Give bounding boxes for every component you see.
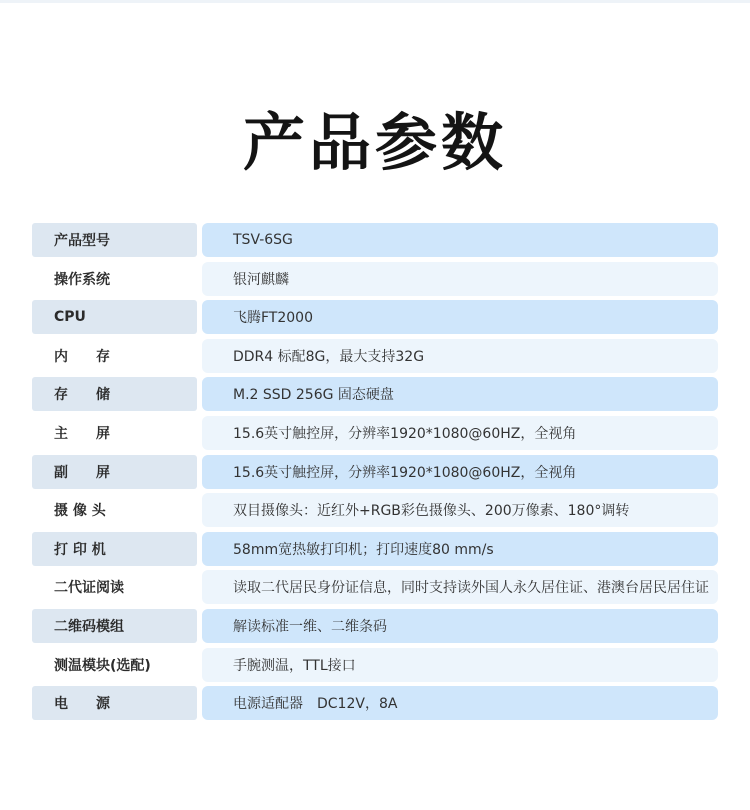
spec-value: 电源适配器 DC12V，8A xyxy=(202,686,718,720)
spec-row-model xyxy=(32,223,718,257)
spec-row-printer xyxy=(32,532,718,566)
spec-label: 打 印 机 xyxy=(32,532,197,566)
spec-value: M.2 SSD 256G 固态硬盘 xyxy=(202,377,718,411)
spec-row-cpu xyxy=(32,300,718,334)
spec-table xyxy=(32,223,718,725)
spec-row-sub-screen xyxy=(32,455,718,489)
spec-row-storage xyxy=(32,377,718,411)
spec-row-power xyxy=(32,686,718,720)
spec-row-id-reader xyxy=(32,570,718,604)
spec-row-main-screen xyxy=(32,416,718,450)
page-title: 产品参数 xyxy=(242,106,507,179)
spec-row-qr-module xyxy=(32,609,718,643)
spec-label: 测温模块(选配) xyxy=(32,648,197,682)
spec-value: TSV-6SG xyxy=(202,223,718,257)
spec-label: 存 储 xyxy=(32,377,197,411)
spec-value: 手腕测温，TTL接口 xyxy=(202,648,718,682)
spec-row-camera xyxy=(32,493,718,527)
spec-label: 产品型号 xyxy=(32,223,197,257)
spec-value: 飞腾FT2000 xyxy=(202,300,718,334)
spec-row-os xyxy=(32,262,718,296)
spec-label: 主 屏 xyxy=(32,416,197,450)
spec-value: 双目摄像头：近红外+RGB彩色摄像头、200万像素、180°调转 xyxy=(202,493,718,527)
spec-label: 电 源 xyxy=(32,686,197,720)
top-divider xyxy=(0,0,750,3)
spec-label: 副 屏 xyxy=(32,455,197,489)
spec-label: 二代证阅读 xyxy=(32,570,197,604)
spec-row-temperature xyxy=(32,648,718,682)
spec-value: 15.6英寸触控屏，分辨率1920*1080@60HZ，全视角 xyxy=(202,416,718,450)
spec-value: DDR4 标配8G，最大支持32G xyxy=(202,339,718,373)
spec-value: 解读标准一维、二维条码 xyxy=(202,609,718,643)
spec-value: 银河麒麟 xyxy=(202,262,718,296)
spec-label: 内 存 xyxy=(32,339,197,373)
spec-value: 15.6英寸触控屏，分辨率1920*1080@60HZ，全视角 xyxy=(202,455,718,489)
spec-label: 操作系统 xyxy=(32,262,197,296)
spec-label: 摄 像 头 xyxy=(32,493,197,527)
spec-value: 58mm宽热敏打印机；打印速度80 mm/s xyxy=(202,532,718,566)
spec-row-memory xyxy=(32,339,718,373)
spec-value: 读取二代居民身份证信息，同时支持读外国人永久居住证、港澳台居民居住证 xyxy=(202,570,718,604)
spec-label: 二维码模组 xyxy=(32,609,197,643)
spec-label: CPU xyxy=(32,300,197,334)
